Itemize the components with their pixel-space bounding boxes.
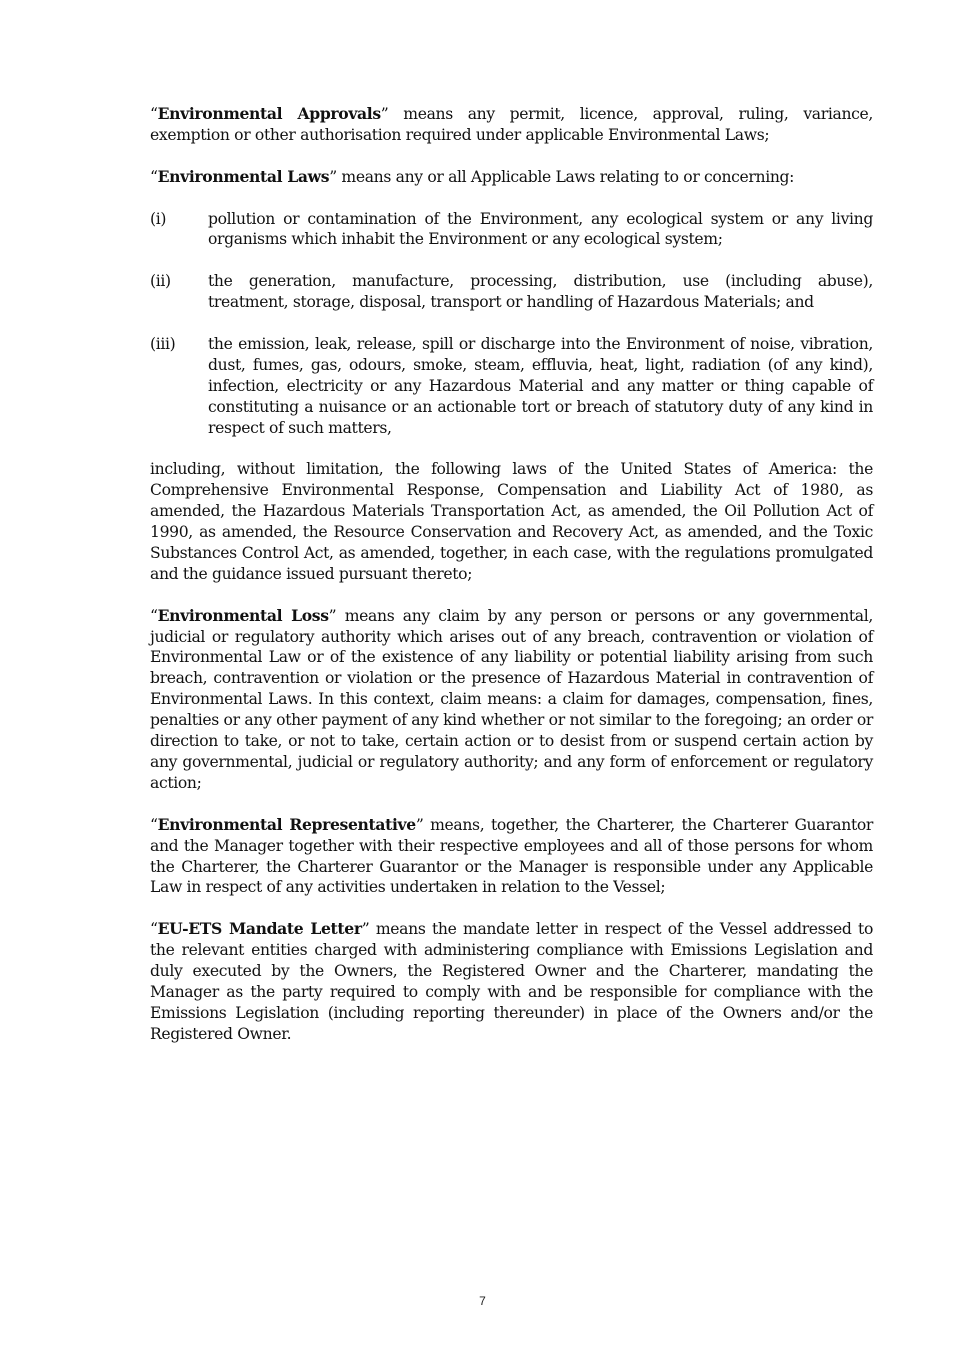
definition-tail-paragraph: including, without limitation, the following laws of the United States of America: the Comprehensive Environmental Response, Compensation and Liability Act of 1980, as amended, the Hazardous Materials Transportation Act, as amended, the Oil Pollution Act of 1990, as amended, the Resource Conservation and Recovery Act, as amended, and the Toxic Substances Control Act, as amended, together, in each case, with the regulations promulgated and the guidance issued pursuant thereto; xyxy=(150,460,873,583)
list-item xyxy=(150,334,873,439)
close-quote: ” xyxy=(328,606,337,625)
definition-body: means, together, the Charterer, the Charterer Guarantor and the Manager together with their respective employees and all of those persons for whom the Charterer, the Charterer Guarantor or the Manager is responsible under any Applicable Law in respect of any activities undertaken in relation to the Vessel; xyxy=(150,815,873,897)
list-item-text: pollution or contamination of the Environment, any ecological system or any living organisms which inhabit the Environment or any ecological system; xyxy=(208,209,873,249)
list-item-number: (iii) xyxy=(150,334,176,353)
open-quote: “ xyxy=(150,815,158,834)
definition-eu-ets-mandate-letter xyxy=(150,919,873,1044)
list-item xyxy=(150,209,873,251)
open-quote: “ xyxy=(150,105,158,123)
defined-term: Environmental Approvals xyxy=(157,104,381,123)
definition-body: means the mandate letter in respect of the Vessel addressed to the relevant entities charged with administering compliance with Emissions Legislation and duly executed by the Owners, the Registered Owner and the Charterer, mandating the Manager as the party required to comply with and be responsible for compliance with the Emissions Legislation (including reporting thereunder) in place of the Owners and/or the Registered Owner. xyxy=(150,920,873,1043)
definition-environmental-representative xyxy=(150,815,873,899)
close-quote: ” xyxy=(361,920,370,939)
definition-body: means any or all Applicable Laws relating to or concerning: xyxy=(336,167,795,186)
definition-body: means any permit, licence, approval, ruling, variance, exemption or other authorisation required under applicable Environmental Laws; xyxy=(150,105,874,144)
document-page xyxy=(150,104,873,1066)
open-quote: “ xyxy=(150,920,158,939)
definition-environmental-laws xyxy=(150,167,873,188)
close-quote: ” xyxy=(329,167,337,186)
list-item-number: (i) xyxy=(150,209,167,228)
defined-term: Environmental Laws xyxy=(157,166,330,186)
defined-term: EU-ETS Mandate Letter xyxy=(157,919,362,939)
close-quote: ” xyxy=(415,815,424,834)
list-item-text: the generation, manufacture, processing, distribution, use (including abuse), treatment, storage, disposal, transport or handling of Hazardous Materials; and xyxy=(208,272,873,312)
page-number: 7 xyxy=(479,1294,486,1308)
definition-environmental-approvals xyxy=(150,104,873,146)
definition-body: means any claim by any person or persons or any governmental, judicial or regulatory authority which arises out of any breach, contravention or violation of Environmental Law or of the existence of any liability or potential liability arising from such breach, contravention or violation or the presence of Hazardous Material in contravention of Environmental Laws. In this context, claim means: a claim for damages, compensation, fines, penalties or any other payment of any kind whether or not similar to the foregoing; an order or direction to take, or not to take, certain action or to desist from or suspend certain action by any governmental, judicial or regulatory authority; and any form of enforcement or regulatory action; xyxy=(150,606,873,792)
close-quote: ” xyxy=(380,105,389,123)
list-item xyxy=(150,271,873,313)
list-item-text: the emission, leak, release, spill or discharge into the Environment of noise, vibration, dust, fumes, gas, odours, smoke, steam, effluvia, heat, light, radiation (of any kind), infection, electricity or any Hazardous Material and any matter or thing capable of constituting a nuisance or an actionable tort or breach of statutory duty of any kind in respect of such matters, xyxy=(208,334,873,437)
definition-environmental-loss xyxy=(150,606,873,794)
defined-term: Environmental Loss xyxy=(157,605,329,625)
open-quote: “ xyxy=(150,606,158,625)
defined-term: Environmental Representative xyxy=(157,814,416,834)
list-item-number: (ii) xyxy=(150,272,171,291)
open-quote: “ xyxy=(150,167,158,186)
